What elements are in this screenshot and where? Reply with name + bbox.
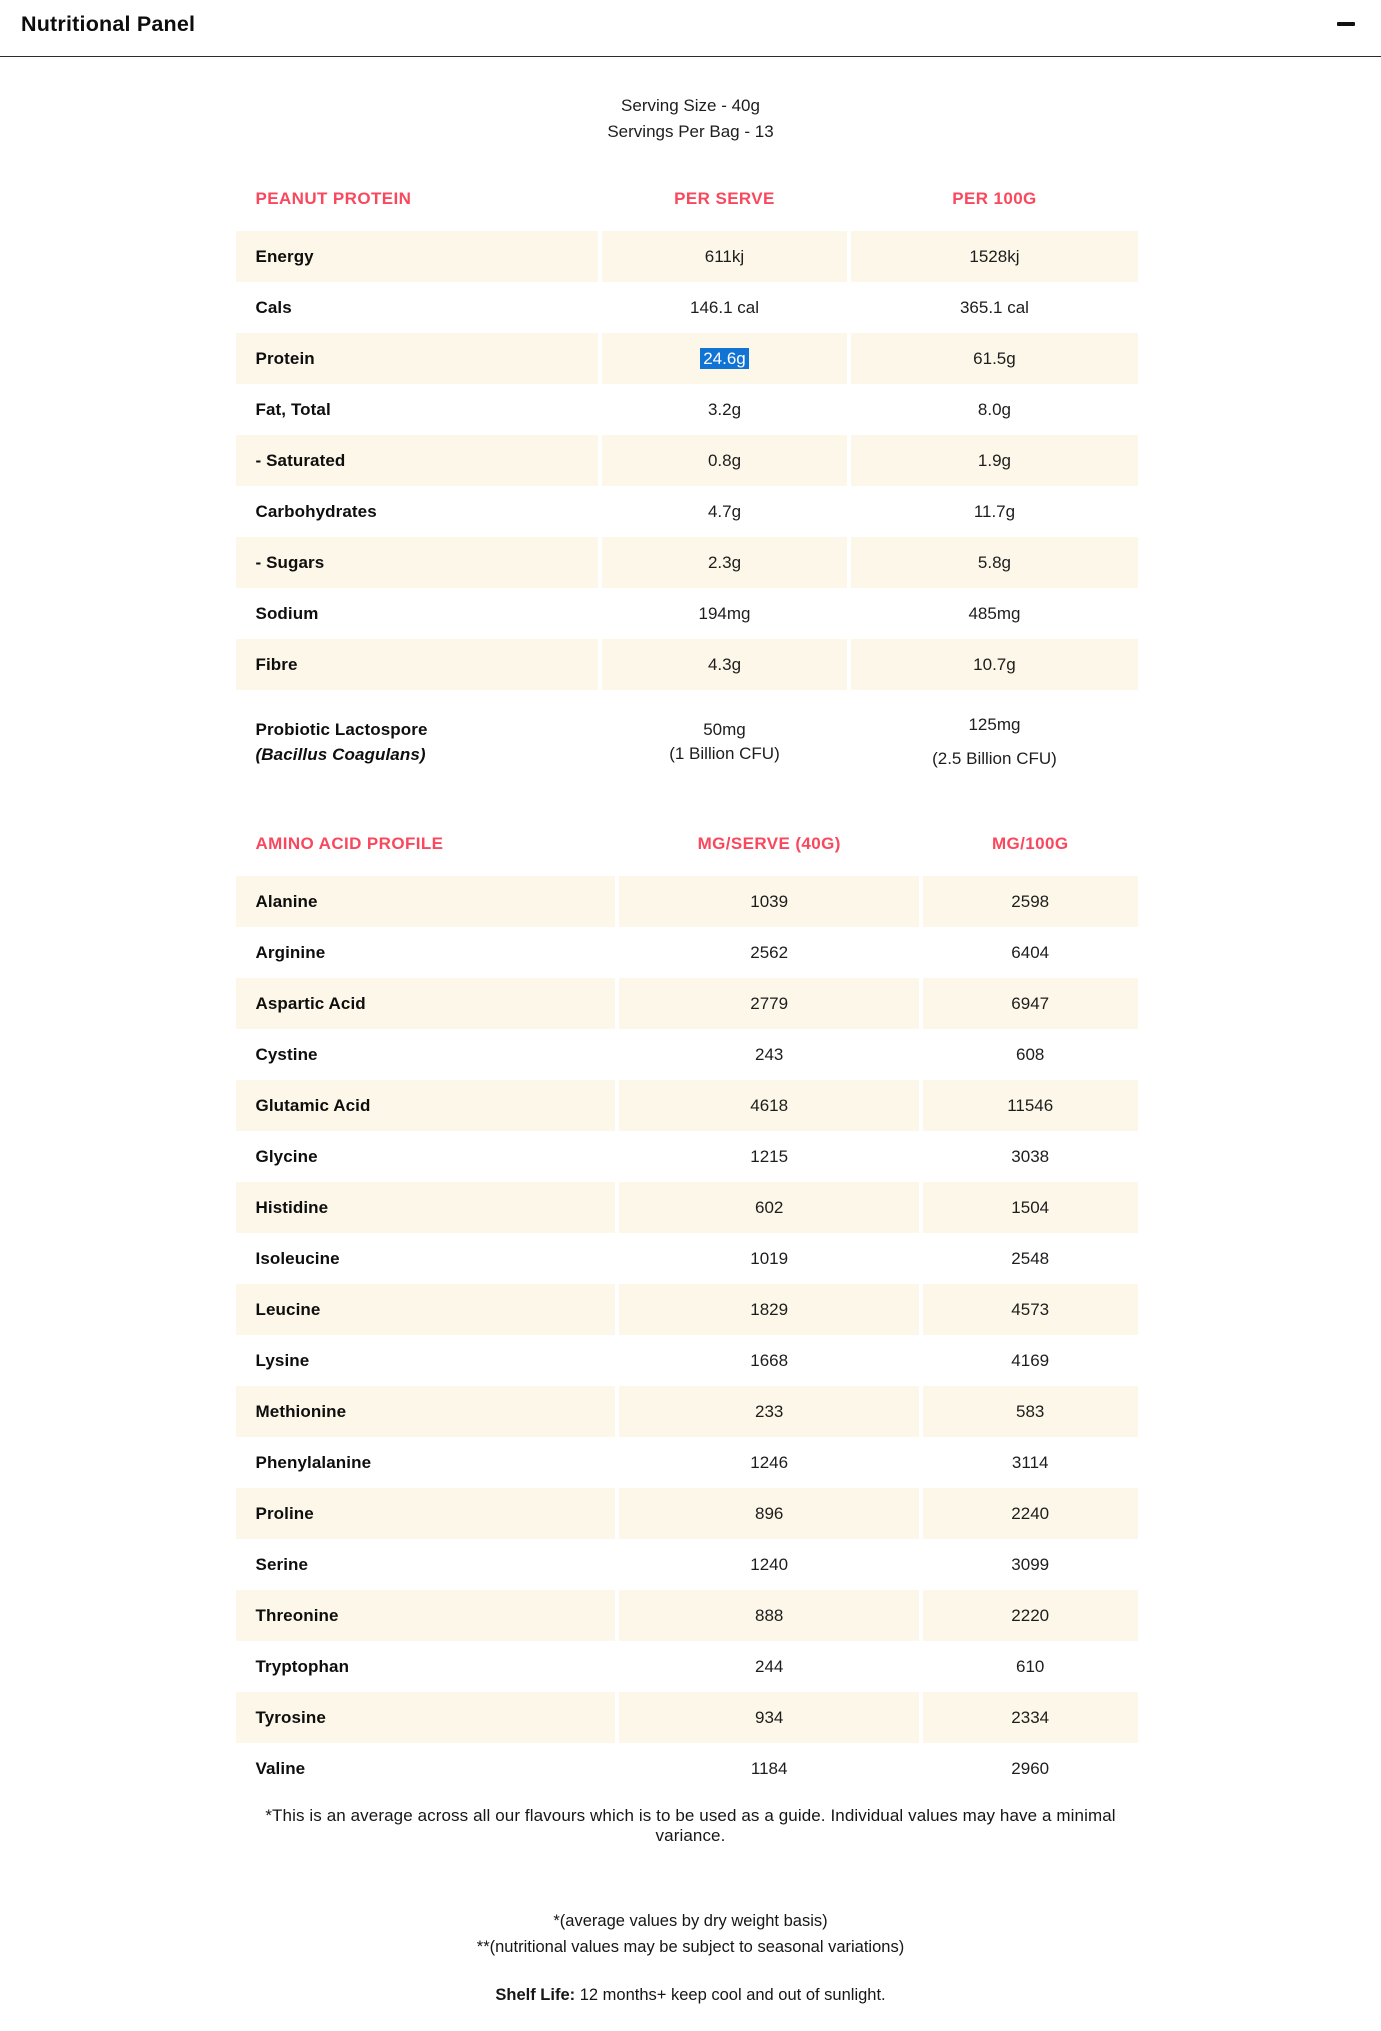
per-serve-value: 2.3g (707, 552, 742, 572)
selected-text: 24.6g (700, 348, 749, 369)
per-100g-value: 608 (1016, 1044, 1045, 1064)
per-serve-header: PER SERVE (674, 189, 775, 208)
table-row (236, 876, 1138, 927)
row-label: Methionine (255, 1401, 347, 1421)
per-100g-value: 365.1 cal (959, 297, 1029, 317)
row-label: - Saturated (255, 450, 346, 470)
panel-content (236, 93, 1146, 2031)
per-100g-value: 583 (1016, 1401, 1045, 1421)
per-100g-value: 5.8g (977, 552, 1011, 572)
bottom-notes (236, 1908, 1146, 1960)
per-serve-value: 602 (754, 1197, 784, 1217)
per-100g-value: 610 (1016, 1656, 1045, 1676)
table-row (236, 1080, 1138, 1131)
per-100g-value: 6404 (1011, 942, 1050, 962)
per-100g-value: 1.9g (977, 450, 1011, 470)
amino-table-title: AMINO ACID PROFILE (255, 834, 444, 853)
per-100g-value: 3099 (1011, 1554, 1050, 1574)
row-label: Glutamic Acid (255, 1095, 371, 1115)
per-100g-value: 4573 (1011, 1299, 1050, 1319)
table-row (236, 588, 1138, 639)
row-label: Proline (255, 1503, 314, 1523)
table-row (236, 1233, 1138, 1284)
table-row (236, 1131, 1138, 1182)
table-row (236, 486, 1138, 537)
table-row (236, 1743, 1138, 1794)
per-100g-value: 3114 (1011, 1452, 1049, 1472)
table-row (236, 1539, 1138, 1590)
probiotic-label-line1: Probiotic Lactospore (255, 720, 428, 739)
row-label: Valine (255, 1758, 306, 1778)
per-100g-value: 2960 (1011, 1758, 1050, 1778)
per-100g-value: 10.7g (973, 654, 1016, 674)
shelf-life-note (236, 1986, 1146, 2031)
row-label: - Sugars (255, 552, 325, 572)
per-100g-value: 61.5g (973, 348, 1016, 368)
row-label: Alanine (255, 891, 318, 911)
row-label: Glycine (255, 1146, 318, 1166)
table-row (236, 1590, 1138, 1641)
row-label: Phenylalanine (255, 1452, 372, 1472)
per-serve-value: 1829 (750, 1299, 789, 1319)
row-label: Serine (255, 1554, 309, 1574)
collapse-minus-icon[interactable] (1337, 22, 1355, 26)
table-row (236, 231, 1138, 282)
per-serve-value: 146.1 cal (689, 297, 759, 317)
row-label: Carbohydrates (255, 501, 377, 521)
per-serve-value: 233 (754, 1401, 784, 1421)
per-serve-value: 1240 (750, 1554, 789, 1574)
row-label: Tyrosine (255, 1707, 326, 1727)
per-100g-value: 2548 (1011, 1248, 1050, 1268)
amino-acid-table (232, 814, 1142, 1794)
per-serve-value: 4.7g (707, 501, 742, 521)
average-values-note: *(average values by dry weight basis) (553, 1912, 828, 1930)
per-serve-value: 896 (754, 1503, 784, 1523)
table-row-probiotic (236, 690, 1138, 794)
per-100g-value: 2334 (1011, 1707, 1050, 1727)
serving-info (236, 93, 1146, 145)
per-serve-value (602, 690, 848, 794)
per-serve-value: 1184 (750, 1758, 788, 1778)
per-100g-value: 1504 (1011, 1197, 1050, 1217)
row-label: Tryptophan (255, 1656, 350, 1676)
per-100g-value: 2240 (1011, 1503, 1050, 1523)
table-row (236, 1029, 1138, 1080)
per-100g-value: 2220 (1011, 1605, 1050, 1625)
row-label (236, 690, 598, 794)
table-row (236, 639, 1138, 690)
table-row (236, 537, 1138, 588)
per-serve-value: 611kj (704, 246, 745, 266)
per-100g-value: 485mg (968, 603, 1021, 623)
per-serve-value: 1215 (750, 1146, 789, 1166)
per-100g-header: PER 100G (952, 189, 1037, 208)
table-row (236, 282, 1138, 333)
row-label: Cystine (255, 1044, 318, 1064)
table-row (236, 1488, 1138, 1539)
per-serve-value: 888 (754, 1605, 784, 1625)
row-label: Fibre (255, 654, 298, 674)
per-serve-value: 1668 (750, 1350, 789, 1370)
table-row (236, 978, 1138, 1029)
nutrition-table-header-row (236, 189, 1138, 231)
mg-serve-header: MG/SERVE (40G) (697, 834, 841, 853)
row-label: Threonine (255, 1605, 339, 1625)
table-row (236, 1335, 1138, 1386)
seasonal-variations-note: **(nutritional values may be subject to seasonal variations) (476, 1938, 905, 1956)
table-row (236, 1641, 1138, 1692)
per-serve-value: 2562 (750, 942, 789, 962)
per-serve-value: 244 (754, 1656, 784, 1676)
table-row (236, 1692, 1138, 1743)
table-row (236, 384, 1138, 435)
per-serve-value: 4.3g (707, 654, 742, 674)
row-label: Cals (255, 297, 292, 317)
amino-table-header-row (236, 814, 1138, 876)
probiotic-serve-line2: (1 Billion CFU) (669, 744, 780, 763)
row-label: Arginine (255, 942, 326, 962)
probiotic-100g-line1: 125mg (968, 715, 1021, 734)
per-serve-value: 934 (754, 1707, 784, 1727)
serving-size-text: Serving Size - 40g (621, 96, 760, 115)
shelf-life-label: Shelf Life: (495, 1986, 576, 2004)
per-serve-value: 1039 (750, 891, 789, 911)
table-row (236, 1284, 1138, 1335)
nutrition-table-title: PEANUT PROTEIN (255, 189, 412, 208)
table-row (236, 927, 1138, 978)
servings-per-bag-text: Servings Per Bag - 13 (607, 122, 774, 141)
per-100g-value: 11546 (1007, 1095, 1054, 1115)
per-100g-value (851, 690, 1137, 794)
row-label: Leucine (255, 1299, 321, 1319)
table-row (236, 1437, 1138, 1488)
table-row (236, 435, 1138, 486)
table-row (236, 1182, 1138, 1233)
per-serve-value: 2779 (750, 993, 789, 1013)
per-serve-value: 0.8g (707, 450, 742, 470)
probiotic-100g-line2: (2.5 Billion CFU) (932, 749, 1057, 768)
accordion-header[interactable] (0, 0, 1381, 57)
nutrition-table (232, 189, 1142, 794)
per-serve-value: 3.2g (707, 399, 742, 419)
shelf-life-text: 12 months+ keep cool and out of sunlight. (575, 1986, 886, 2004)
mg-100g-header: MG/100G (991, 834, 1069, 853)
per-100g-value: 11.7g (973, 501, 1016, 521)
per-100g-value: 3038 (1011, 1146, 1050, 1166)
per-serve-value: 4618 (750, 1095, 789, 1115)
per-serve-value: 1246 (750, 1452, 789, 1472)
row-label: Histidine (255, 1197, 329, 1217)
per-100g-value: 1528kj (969, 246, 1020, 266)
row-label: Fat, Total (255, 399, 331, 419)
per-serve-value: 194mg (698, 603, 751, 623)
per-100g-value: 4169 (1011, 1350, 1050, 1370)
row-label: Energy (255, 246, 314, 266)
page-title: Nutritional Panel (21, 12, 196, 36)
row-label: Aspartic Acid (255, 993, 366, 1013)
row-label: Isoleucine (255, 1248, 340, 1268)
row-label: Protein (255, 348, 315, 368)
row-label: Sodium (255, 603, 319, 623)
per-100g-value: 6947 (1011, 993, 1050, 1013)
row-label: Lysine (255, 1350, 310, 1370)
probiotic-serve-line1: 50mg (703, 720, 746, 739)
per-100g-value: 2598 (1011, 891, 1050, 911)
table-row (236, 333, 1138, 384)
table-row (236, 1386, 1138, 1437)
probiotic-label-line2: (Bacillus Coagulans) (255, 745, 426, 764)
table-footnote: *This is an average across all our flavours which is to be used as a guide. Individual values may have a minimal variance. (265, 1806, 1116, 1845)
per-100g-value: 8.0g (977, 399, 1011, 419)
per-serve-value: 243 (754, 1044, 784, 1064)
per-serve-value: 1019 (750, 1248, 789, 1268)
